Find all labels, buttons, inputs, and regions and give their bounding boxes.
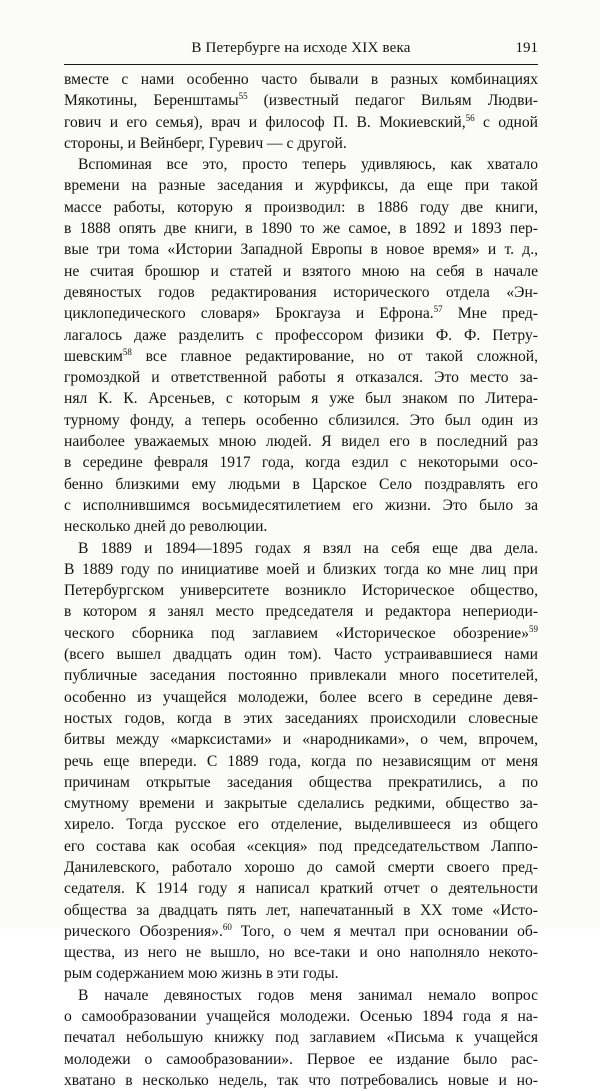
paragraph (64, 538, 538, 985)
text-line: о самообразовании учащейся молодежи. Осенью 1894 года я на- (64, 1008, 538, 1026)
header-rule (64, 64, 538, 65)
text-line: седателя. К 1914 году я написал краткий отчет о деятельности (64, 880, 538, 898)
text-line: публичные заседания постоянно привлекали много посетителей, (64, 667, 538, 685)
paragraph (64, 154, 538, 537)
text-line: В 1889 и 1894—1895 годах я взял на себя еще два дела. (78, 539, 538, 557)
running-title: В Петербурге на исходе XIX века (191, 40, 411, 56)
text-line: девяностых годов редактирования исторического отдела «Эн- (64, 283, 538, 301)
text-line: шевским$^{58}$ все главное редактирование, но от такой сложной, (64, 346, 538, 365)
text-line: битвы между «марксистами» и «народниками», о чем, впрочем, (64, 731, 538, 749)
text-line: лагалось даже разделить с профессором физики Ф. Ф. Петру- (64, 326, 538, 344)
text-line: ческого сборника под заглавием «Историческое обозрение»$^{59}$ (64, 623, 538, 642)
text-line: хирело. Тогда русское его отделение, выделившееся из общего (64, 816, 538, 834)
text-line: рического Обозрения».$^{60}$ Того, о чем я мечтал при основании об- (64, 921, 538, 940)
text-line: в середине февраля 1917 года, когда ездил с некоторыми осо- (64, 454, 538, 472)
text-line: вые три тома «Истории Западной Европы в новое время» и т. д., (64, 241, 538, 259)
text-line: В 1889 году по инициативе моей и близких тогда ко мне лиц при (64, 560, 538, 578)
paragraph (64, 69, 538, 154)
text-line: несколько дней до революции. (64, 518, 268, 536)
text-line: с исполнившимся восьмидесятилетием его жизни. Это было за (64, 496, 538, 514)
text-line: наиболее уважаемых мною людей. Я видел его в последний раз (64, 433, 538, 451)
page-number: 191 (515, 40, 538, 56)
text-line: В начале девяностых годов меня занимал немало вопрос (78, 986, 538, 1004)
text-line: Вспоминая все это, просто теперь удивляюсь, как хватало (78, 156, 538, 174)
text-line: времени на разные заседания и журфиксы, да еще при такой (64, 177, 538, 195)
text-line: рым содержанием мою жизнь в эти годы. (64, 965, 339, 983)
text-line: циклопедического словаря» Брокгауза и Ефрона.$^{57}$ Мне пред- (64, 304, 538, 323)
text-line: Петербургском университете возникло Историческое общество, (64, 582, 538, 600)
text-line: причинам открытые заседания общества прекратились, а по (64, 773, 538, 791)
text-line: его состава как особая «секция» под председательством Лаппо- (64, 837, 538, 855)
paragraph (64, 985, 538, 1091)
text-line: Мякотины, Беренштамы$^{55}$ (известный педагог Вильям Людви- (64, 91, 538, 110)
text-line: в 1888 опять две книги, в 1890 то же самое, в 1892 и 1893 пер- (64, 220, 538, 238)
text-line: Данилевского, работало хорошо до самой смерти своего пред- (64, 858, 538, 876)
text-line: щества, из него не вышло, но все-таки и оно наполняло некото- (64, 944, 538, 962)
body-text (64, 69, 538, 1091)
text-line: гович и его семья), врач и философ П. В. Мокиевский,$^{56}$ с одной (64, 112, 538, 131)
text-line: молодежи о самообразовании». Первое ее издание было рас- (64, 1050, 538, 1068)
text-line: ностых годов, когда в этих заседаниях происходили словесные (64, 709, 538, 727)
text-line: общества за двадцать пять лет, напечатанный в XX томе «Исто- (64, 901, 538, 919)
text-line: речь еще впереди. С 1889 года, когда по независящим от меня (64, 752, 538, 770)
text-line: нял К. К. Арсеньев, с которым я уже был знаком по Литера- (64, 390, 538, 408)
text-line: турному фонду, а теперь особенно сблизился. Это был один из (64, 411, 538, 429)
text-line: хватано в несколько недель, так что потребовались новые и но- (64, 1071, 538, 1089)
text-line: смутному времени и закрытые сделались редкими, общество за- (64, 795, 538, 813)
text-line: в котором я занял место председателя и редактора непериоди- (64, 603, 538, 621)
text-line: особенно из учащейся молодежи, более всего в середине девя- (64, 688, 538, 706)
text-line: вместе с нами особенно часто бывали в разных комбинациях (64, 71, 538, 88)
text-line: не считая брошюр и статей и взятого мною на себя в начале (64, 262, 538, 280)
text-line: громоздкой и ответственной работы я отказался. Это место за- (64, 369, 538, 387)
text-line: (всего вышел двадцать один том). Часто устраивавшиеся нами (64, 646, 538, 664)
text-line: стороны, и Вейнберг, Гуревич — с другой. (64, 134, 347, 152)
text-line: бенно близкими ему людьми в Царское Село поздравлять его (64, 475, 538, 493)
text-line: массе работы, которую я производил: в 1886 году две книги, (64, 198, 538, 216)
running-head (64, 40, 538, 62)
text-line: печатал небольшую книжку под заглавием «Письма к учащейся (64, 1029, 538, 1047)
